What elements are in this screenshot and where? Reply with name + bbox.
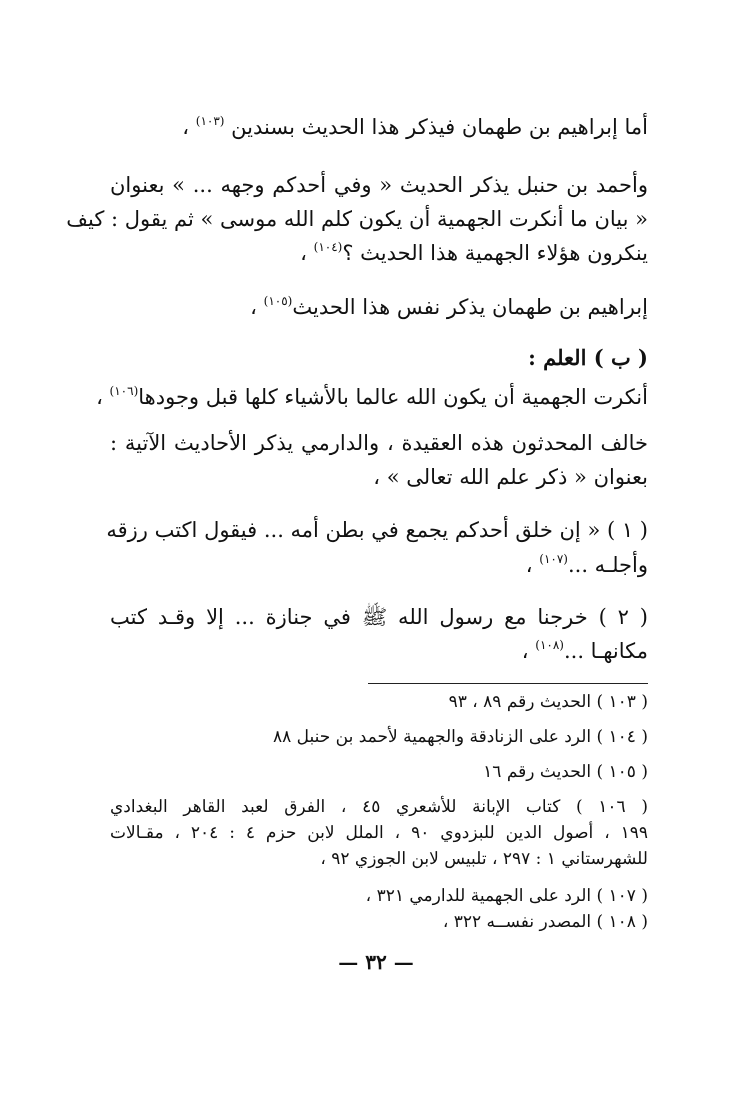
section-heading: ( ب ) العلم :	[528, 345, 648, 370]
paragraph-3: إبراهيم بن طهمان يذكر نفس هذا الحديث$^{(١٠٥)}$ ،	[250, 294, 648, 319]
hadith-1-line-1: ( ١ ) « إن خلق أحدكم يجمع في بطن أمه ... فيقول اكتب رزقه	[106, 518, 648, 542]
paragraph-1: أما إبراهيم بن طهمان فيذكر هذا الحديث بسندين $^{(١٠٣)}$ ،	[182, 114, 648, 139]
footnote-106-line-2: ١٩٩ ، أصول الدين للبزدوي ٩٠ ، الملل لابن حزم ٤ : ٢٠٤ ، مقـالات	[110, 823, 648, 843]
footnote-103: ( ١٠٣ ) الحديث رقم ٨٩ ، ٩٣	[448, 692, 648, 712]
footnote-ref-103: (١٠٣)	[195, 114, 225, 128]
hadith-2-line-2: مكانهـا ...$^{(١٠٨)}$ ،	[521, 638, 648, 663]
page-number: — ٣٢ —	[338, 950, 414, 974]
footnote-separator	[368, 683, 648, 684]
footnote-ref-108: (١٠٨)	[535, 638, 564, 652]
footnote-107: ( ١٠٧ ) الرد على الجهمية للدارمي ٣٢١ ،	[365, 886, 648, 906]
paragraph-2-line-1: وأحمد بن حنبل يذكر الحديث « وفي أحدكم وجهه ... » بعنوان	[110, 173, 648, 197]
paragraph-2-line-3: ينكرون هؤلاء الجهمية هذا الحديث ؟$^{(١٠٤)}$ ،	[300, 240, 648, 265]
paragraph-5-line-1: خالف المحدثون هذه العقيدة ، والدارمي يذكر الأحاديث الآتية :	[110, 431, 648, 455]
footnote-ref-106: (١٠٦)	[109, 384, 139, 398]
paragraph-5-line-2: بعنوان « ذكر علم الله تعالى » ،	[373, 465, 648, 489]
footnote-ref-105: (١٠٥)	[263, 294, 293, 308]
footnote-105: ( ١٠٥ ) الحديث رقم ١٦	[483, 762, 648, 782]
paragraph-2-line-2: « بيان ما أنكرت الجهمية أن يكون كلم الله موسى » ثم يقول : كيف	[66, 207, 648, 231]
footnote-ref-107: (١٠٧)	[539, 552, 568, 566]
footnote-106-line-1: ( ١٠٦ ) كتاب الإبانة للأشعري ٤٥ ، الفرق لعبد القاهر البغدادي	[110, 797, 648, 817]
paragraph-4: أنكرت الجهمية أن يكون الله عالما بالأشياء كلها قبل وجودها$^{(١٠٦)}$ ،	[96, 384, 648, 409]
footnote-ref-104: (١٠٤)	[313, 240, 343, 254]
footnote-108: ( ١٠٨ ) المصدر نفســه ٣٢٢ ،	[442, 912, 648, 932]
hadith-1-line-2: وأجلـه ...$^{(١٠٧)}$ ،	[525, 552, 648, 577]
footnote-106-line-3: للشهرستاني ١ : ٢٩٧ ، تلبيس لابن الجوزي ٩٢ ،	[320, 849, 648, 869]
footnote-104: ( ١٠٤ ) الرد على الزنادقة والجهمية لأحمد بن حنبل ٨٨	[272, 727, 648, 747]
hadith-2-line-1: ( ٢ ) خرجنا مع رسول الله ﷺ في جنازة ... إلا وقـد كتب	[110, 605, 648, 629]
